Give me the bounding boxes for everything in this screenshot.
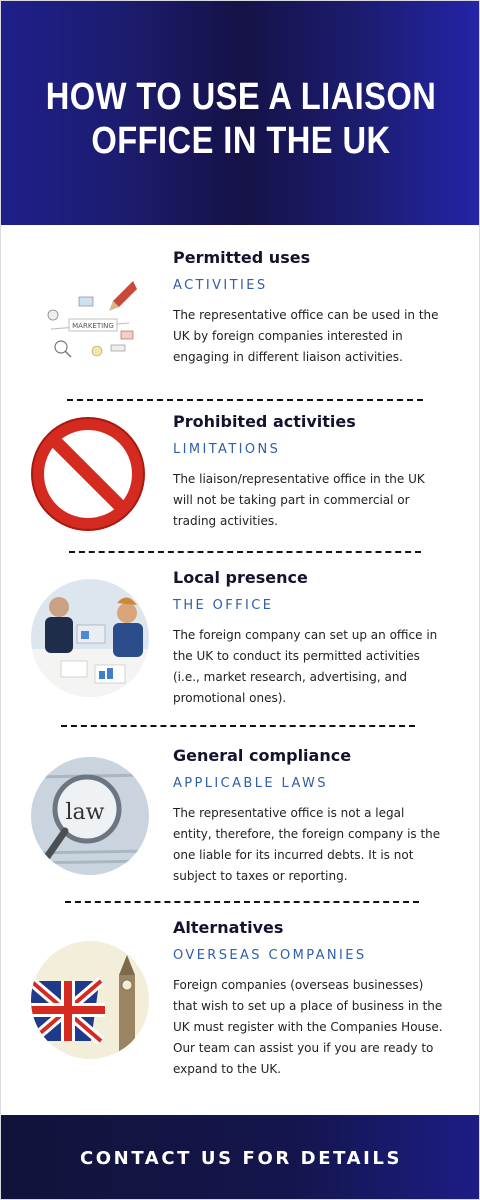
section-text-block bbox=[173, 745, 473, 887]
section-subtitle: APPLICABLE LAWS bbox=[173, 776, 328, 791]
law-magnifier-image bbox=[31, 757, 149, 875]
marketing-word: MARKETING bbox=[72, 322, 114, 330]
section-prohibited-activities bbox=[1, 405, 480, 545]
section-subtitle: ACTIVITIES bbox=[173, 278, 268, 293]
section-title: Local presence bbox=[173, 568, 308, 587]
section-title: Permitted uses bbox=[173, 248, 311, 267]
section-divider bbox=[67, 399, 423, 401]
header-banner bbox=[1, 1, 480, 225]
contact-banner[interactable] bbox=[1, 1115, 480, 1200]
section-text-block bbox=[173, 411, 473, 532]
law-word: law bbox=[65, 800, 105, 825]
section-local-presence bbox=[1, 561, 480, 721]
section-description: The representative office can be used in the UK by foreign companies interested in engaging in different liaison activities. bbox=[173, 308, 439, 364]
page-title: HOW TO USE A LIAISON OFFICE IN THE UK bbox=[45, 76, 437, 162]
section-divider bbox=[65, 901, 419, 903]
section-permitted-uses bbox=[1, 241, 480, 391]
contact-cta[interactable]: CONTACT US FOR DETAILS bbox=[79, 1147, 403, 1169]
section-description: The representative office is not a legal entity, therefore, the foreign company is the one liable for its incurred debts. It is not subject to taxes or reporting. bbox=[173, 806, 441, 883]
uk-flag-big-ben-image bbox=[31, 941, 149, 1059]
section-description: The foreign company can set up an office in the UK to conduct its permitted activities (i.e., market research, advertising, and promotional ones). bbox=[173, 628, 438, 705]
section-title: Alternatives bbox=[173, 918, 284, 937]
section-divider bbox=[61, 725, 415, 727]
marketing-sketch-image bbox=[31, 259, 149, 377]
section-subtitle: THE OFFICE bbox=[173, 598, 274, 613]
prohibited-sign-image bbox=[29, 415, 147, 533]
section-alternatives bbox=[1, 911, 480, 1111]
office-meeting-image bbox=[31, 579, 149, 697]
section-description: Foreign companies (overseas businesses) that wish to set up a place of business in the UK must register with the Companies House. Our team can assist you if you are ready to expand to the UK. bbox=[173, 978, 443, 1076]
section-text-block bbox=[173, 247, 473, 368]
section-subtitle: OVERSEAS COMPANIES bbox=[173, 948, 367, 963]
section-divider bbox=[69, 551, 421, 553]
section-title: Prohibited activities bbox=[173, 412, 356, 431]
section-description: The liaison/representative office in the UK will not be taking part in commercial or trading activities. bbox=[173, 472, 425, 528]
section-subtitle: LIMITATIONS bbox=[173, 442, 281, 457]
section-general-compliance bbox=[1, 739, 480, 899]
section-title: General compliance bbox=[173, 746, 352, 765]
section-text-block bbox=[173, 917, 473, 1080]
section-text-block bbox=[173, 567, 473, 709]
